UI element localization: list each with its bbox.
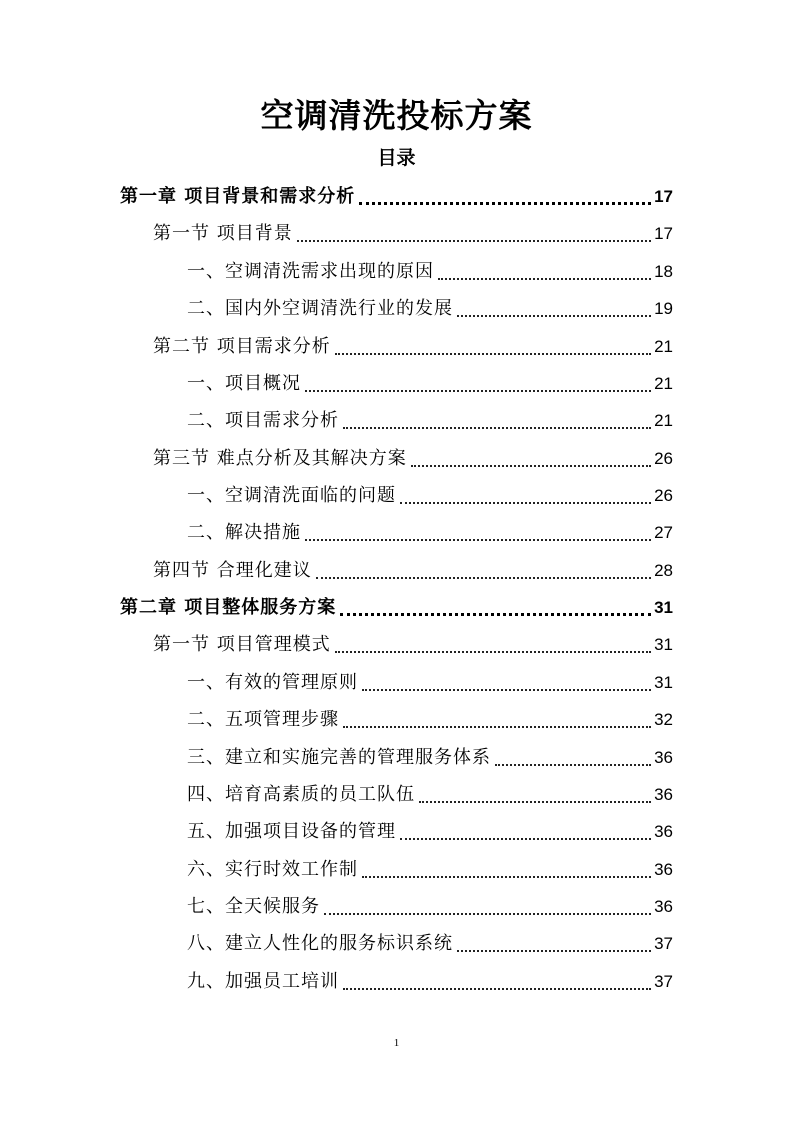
toc-entry-subsection[interactable] [187, 668, 673, 694]
toc-entry-title: 第二章 项目整体服务方案 [120, 597, 337, 618]
toc-entry-page: 37 [654, 972, 673, 991]
toc-entry-page: 26 [654, 486, 673, 505]
toc-entry-subsection[interactable] [187, 929, 673, 955]
toc-dot-leader [438, 260, 651, 280]
toc-dot-leader [419, 783, 651, 803]
toc-entry-title: 第一章 项目背景和需求分析 [120, 186, 356, 207]
toc-entry-subsection[interactable] [187, 705, 673, 731]
toc-entry-page: 32 [654, 710, 673, 729]
toc-dot-leader [316, 559, 651, 579]
toc-entry-title: 一、空调清洗面临的问题 [187, 485, 396, 506]
toc-heading: 目录 [377, 147, 416, 169]
toc-entry-subsection[interactable] [187, 257, 673, 283]
toc-dot-leader [343, 708, 651, 728]
toc-entry-page: 28 [654, 561, 673, 580]
toc-entry-title: 第三节 难点分析及其解决方案 [153, 448, 407, 469]
toc-entry-title: 第二节 项目需求分析 [153, 336, 331, 357]
toc-entry-page: 27 [654, 523, 673, 542]
toc-entry-page: 36 [654, 785, 673, 804]
toc-entry-subsection[interactable] [187, 855, 673, 881]
toc-entry-page: 36 [654, 897, 673, 916]
toc-entry-section[interactable] [153, 556, 673, 582]
toc-dot-leader [297, 222, 651, 242]
toc-entry-page: 36 [654, 748, 673, 767]
toc-entry-title: 四、培育高素质的员工队伍 [187, 784, 415, 805]
toc-entry-title: 三、建立和实施完善的管理服务体系 [187, 747, 491, 768]
page-number: 1 [393, 1037, 400, 1049]
toc-dot-leader [305, 521, 651, 541]
toc-entry-title: 二、解决措施 [187, 522, 301, 543]
toc-entry-page: 31 [654, 635, 673, 654]
toc-entry-title: 第四节 合理化建议 [153, 560, 312, 581]
toc-entry-subsection[interactable] [187, 892, 673, 918]
toc-entry-subsection[interactable] [187, 780, 673, 806]
toc-dot-leader [362, 671, 651, 691]
toc-dot-leader [343, 970, 651, 990]
toc-dot-leader [340, 595, 651, 616]
toc-entry-page: 31 [654, 673, 673, 692]
toc-entry-title: 二、五项管理步骤 [187, 709, 339, 730]
toc-entry-subsection[interactable] [187, 481, 673, 507]
toc-entry-page: 21 [654, 411, 673, 430]
toc-entry-page: 31 [654, 598, 673, 617]
toc-dot-leader [400, 820, 651, 840]
toc-entry-title: 九、加强员工培训 [187, 971, 339, 992]
toc-entry-section[interactable] [153, 332, 673, 358]
toc-entry-title: 二、国内外空调清洗行业的发展 [187, 298, 453, 319]
toc-entry-title: 六、实行时效工作制 [187, 859, 358, 880]
toc-entry-subsection[interactable] [187, 518, 673, 544]
toc-entry-section[interactable] [153, 219, 673, 245]
toc-entry-subsection[interactable] [187, 817, 673, 843]
toc-dot-leader [335, 633, 651, 653]
toc-dot-leader [457, 932, 651, 952]
toc-entry-page: 26 [654, 449, 673, 468]
toc-dot-leader [343, 409, 651, 429]
toc-dot-leader [495, 746, 651, 766]
toc-entry-title: 八、建立人性化的服务标识系统 [187, 933, 453, 954]
toc-entry-subsection[interactable] [187, 369, 673, 395]
toc-entry-section[interactable] [153, 444, 673, 470]
toc-entry-page: 37 [654, 934, 673, 953]
toc-dot-leader [362, 858, 651, 878]
toc-dot-leader [335, 335, 651, 355]
toc-entry-page: 17 [654, 187, 673, 206]
toc-entry-title: 第一节 项目背景 [153, 223, 293, 244]
toc-entry-section[interactable] [153, 630, 673, 656]
toc-entry-chapter[interactable] [120, 182, 673, 208]
toc-entry-page: 17 [654, 224, 673, 243]
toc-entry-page: 21 [654, 337, 673, 356]
toc-entry-subsection[interactable] [187, 294, 673, 320]
toc-entry-page: 19 [654, 299, 673, 318]
toc-entry-title: 一、空调清洗需求出现的原因 [187, 261, 434, 282]
toc-entry-title: 二、项目需求分析 [187, 410, 339, 431]
toc-entry-title: 一、项目概况 [187, 373, 301, 394]
toc-dot-leader [411, 447, 651, 467]
toc-dot-leader [324, 895, 651, 915]
toc-entry-page: 18 [654, 262, 673, 281]
toc-entry-title: 五、加强项目设备的管理 [187, 821, 396, 842]
toc-dot-leader [457, 297, 651, 317]
toc-entry-subsection[interactable] [187, 743, 673, 769]
toc-entry-title: 一、有效的管理原则 [187, 672, 358, 693]
toc-entry-chapter[interactable] [120, 593, 673, 619]
toc-entry-subsection[interactable] [187, 967, 673, 993]
toc-dot-leader [400, 484, 651, 504]
toc-entry-subsection[interactable] [187, 406, 673, 432]
toc-dot-leader [359, 184, 651, 205]
toc-entry-page: 36 [654, 860, 673, 879]
toc-entry-title: 第一节 项目管理模式 [153, 634, 331, 655]
toc-entry-page: 21 [654, 374, 673, 393]
toc-entry-page: 36 [654, 822, 673, 841]
toc-entry-title: 七、全天候服务 [187, 896, 320, 917]
document-title: 空调清洗投标方案 [260, 96, 533, 135]
toc-dot-leader [305, 372, 651, 392]
